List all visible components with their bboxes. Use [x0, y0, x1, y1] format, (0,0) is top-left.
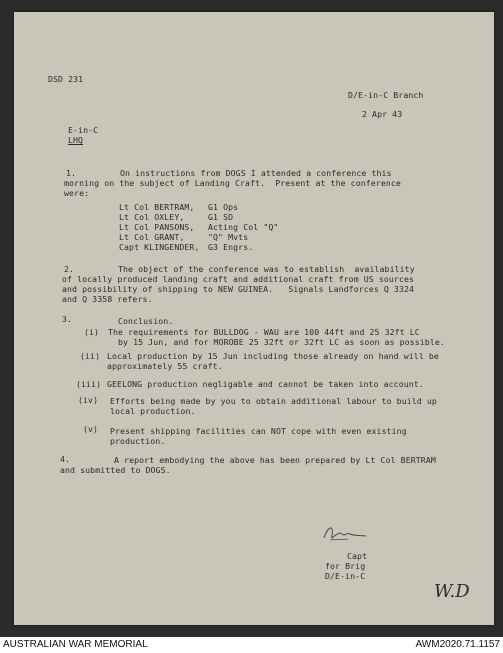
document-reference: DSD 231	[48, 74, 84, 84]
addressee-line-2: LHQ	[68, 135, 84, 145]
para4-line: and submitted to DOGS.	[60, 465, 171, 475]
item-line: Efforts being made by you to obtain additional labour to build up	[110, 396, 437, 406]
attendee-role: G1 SD	[208, 212, 234, 222]
signature-title: D/E-in-C	[325, 571, 366, 581]
item-number: (v)	[83, 424, 99, 434]
para2-line: and possibility of shipping to NEW GUINEA. Signals Landforces Q 3324	[62, 284, 415, 294]
item-line: GEELONG production negligable and cannot be taken into account.	[107, 379, 424, 389]
attendee-role: G3 Engrs.	[208, 242, 254, 252]
attendee-role: Acting Col "Q"	[208, 222, 279, 232]
signature-rank: Capt	[347, 551, 368, 561]
document-page	[14, 12, 494, 625]
para1-line: morning on the subject of Landing Craft. Present at the conference	[64, 178, 401, 188]
para2-number: 2.	[64, 264, 75, 274]
para3-heading: Conclusion.	[118, 316, 174, 326]
item-line: The requirements for BULLDOG - WAU are 100 44ft and 25 32ft LC	[108, 327, 420, 337]
item-number: (i)	[84, 327, 100, 337]
para2-line: and Q 3358 refers.	[62, 294, 153, 304]
item-number: (ii)	[80, 351, 101, 361]
para4-line: A report embodying the above has been prepared by Lt Col BERTRAM	[114, 455, 436, 465]
item-line: Local production by 15 Jun including those already on hand will be	[107, 351, 439, 361]
para1-line: On instructions from DOGS I attended a conference this	[120, 168, 392, 178]
para1-number: 1.	[66, 168, 77, 178]
document-date: 2 Apr 43	[362, 109, 403, 119]
item-line: Present shipping facilities can NOT cope with even existing	[110, 426, 407, 436]
footer-accession-number: AWM2020.71.1157	[415, 639, 500, 650]
attendee-name: Lt Col PANSONS,	[119, 222, 195, 232]
attendee-role: "Q" Mvts	[208, 232, 249, 242]
signature-for: for Brig	[325, 561, 366, 571]
item-line: approximately 55 craft.	[107, 361, 223, 371]
attendee-name: Lt Col OXLEY,	[119, 212, 185, 222]
item-number: (iii)	[76, 379, 102, 389]
footer-institution: AUSTRALIAN WAR MEMORIAL	[3, 639, 148, 650]
attendee-name: Lt Col BERTRAM,	[119, 202, 195, 212]
para2-line: The object of the conference was to establish availability	[118, 264, 415, 274]
item-line: production.	[110, 436, 166, 446]
para4-number: 4.	[60, 454, 71, 464]
addressee-line-1: E-in-C	[68, 125, 99, 135]
item-line: by 15 Jun, and for MOROBE 25 32ft or 32ft LC as soon as possible.	[118, 337, 445, 347]
signature-mark	[320, 520, 370, 546]
attendee-role: G1 Ops	[208, 202, 239, 212]
para3-number: 3.	[62, 314, 73, 324]
attendee-name: Capt KLINGENDER,	[119, 242, 200, 252]
item-line: local production.	[110, 406, 196, 416]
para1-line: were:	[64, 188, 90, 198]
para2-line: of locally produced landing craft and additional craft from US sources	[62, 274, 415, 284]
branch-header: D/E-in-C Branch	[348, 90, 424, 100]
archive-footer	[0, 637, 503, 653]
item-number: (iv)	[78, 395, 99, 405]
handwritten-initials: W.D	[434, 581, 470, 602]
attendee-name: Lt Col GRANT,	[119, 232, 185, 242]
